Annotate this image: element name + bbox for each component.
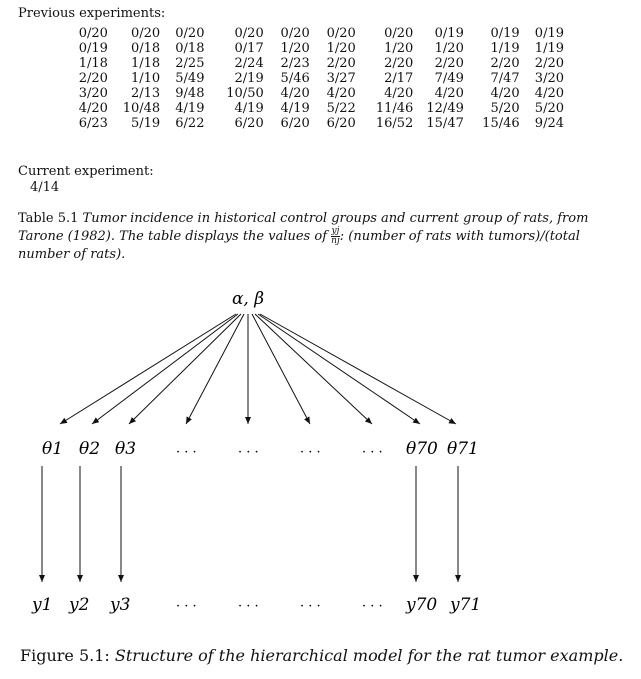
data-table [76,26,566,131]
alpha-beta-node: α, β [231,289,265,309]
table-cell: 1/20 [434,41,464,56]
table-cell: 6/23 [78,116,108,131]
y-ellipsis-3: · · · [300,599,321,614]
theta-2: θ2 [79,439,101,459]
table-row [76,116,566,131]
table-cell: 0/20 [280,26,310,41]
table-cell: 0/20 [384,26,414,41]
table-cell: 1/20 [280,41,310,56]
table-cell: 2/20 [534,56,564,71]
arrow-to-theta2 [92,314,238,424]
arrow-to-theta3 [129,314,241,424]
table-row [76,56,566,71]
table-cell: 2/24 [234,56,264,71]
arrow-to-theta70 [258,314,420,424]
table-cell: 1/19 [534,41,564,56]
table-cell: 6/20 [326,116,356,131]
table-cell: 0/18 [131,41,161,56]
fraction-denominator: nj [331,236,340,246]
table-cell: 15/47 [426,116,464,131]
table-cell: 9/24 [534,116,564,131]
arrow-to-ellipsis-3 [252,314,310,424]
table-cell: 2/25 [175,56,205,71]
y-ellipsis-2: · · · [238,599,259,614]
table-row [76,71,566,86]
table-cell: 0/19 [490,26,520,41]
table-cell: 6/22 [175,116,205,131]
theta-row [42,439,479,460]
table-cell: 4/19 [280,101,310,116]
table-cell: 4/20 [280,86,310,101]
table-cell: 5/49 [175,71,205,86]
hierarchical-model-diagram [0,280,641,620]
table-cell: 1/20 [384,41,414,56]
table-cell: 2/20 [326,56,356,71]
theta-ellipsis-1: · · · [176,445,197,460]
table-cell: 3/27 [326,71,356,86]
fraction-numerator: yj [331,226,340,236]
table-cell: 0/19 [534,26,564,41]
current-experiment-value: 4/14 [30,180,60,195]
y-ellipsis-1: · · · [176,599,197,614]
table-cell: 12/49 [426,101,464,116]
y-1: y1 [32,595,53,615]
table-cell: 5/22 [326,101,356,116]
table-caption-text-2: : (number of rats with tumors)/(total number of rats). [18,229,580,262]
table-cell: 3/20 [534,71,564,86]
y-ellipsis-4: · · · [362,599,383,614]
table-row [76,101,566,116]
table-cell: 0/17 [234,41,264,56]
tumor-incidence-table [76,26,566,131]
hyperprior-arrows [60,314,456,424]
theta-ellipsis-2: · · · [238,445,259,460]
table-cell: 4/20 [326,86,356,101]
table-cell: 7/49 [434,71,464,86]
table-cell: 0/20 [234,26,264,41]
table-cell: 7/47 [490,71,520,86]
table-caption-label: Table 5.1 [18,211,79,226]
figure-caption-text: Structure of the hierarchical model for the rat tumor example. [114,646,624,665]
theta-ellipsis-4: · · · [362,445,383,460]
table-cell: 5/46 [280,71,310,86]
theta-ellipsis-3: · · · [300,445,321,460]
y-2: y2 [69,595,90,615]
table-caption-text-1: Tumor incidence in historical control groups and current group of rats, from Tarone (1982). The table displays the values of [18,211,589,244]
y-3: y3 [110,595,131,615]
theta-1: θ1 [42,439,64,459]
theta-70: θ70 [406,439,438,459]
table-cell: 4/20 [534,86,564,101]
table-cell: 6/20 [280,116,310,131]
table-cell: 10/50 [226,86,264,101]
arrow-to-ellipsis-1 [186,314,244,424]
y-71: y71 [450,595,482,615]
y-70: y70 [406,595,438,615]
theta-71: θ71 [447,439,479,459]
arrow-to-theta71 [260,314,456,424]
table-row [76,26,566,41]
table-cell: 2/20 [384,56,414,71]
table-cell: 0/19 [434,26,464,41]
previous-experiments-label: Previous experiments: [18,6,166,21]
current-experiment-label: Current experiment: [18,164,154,179]
table-cell: 4/20 [490,86,520,101]
table-cell: 0/19 [78,41,108,56]
table-cell: 4/20 [434,86,464,101]
table-cell: 1/20 [326,41,356,56]
table-cell: 0/20 [175,26,205,41]
table-cell: 1/18 [131,56,161,71]
table-cell: 0/20 [326,26,356,41]
table-row [76,41,566,56]
table-cell: 5/19 [131,116,161,131]
table-cell: 2/23 [280,56,310,71]
table-cell: 1/18 [78,56,108,71]
table-cell: 3/20 [78,86,108,101]
table-cell: 16/52 [375,116,414,131]
table-cell: 1/19 [490,41,520,56]
arrow-to-theta1 [60,314,236,424]
table-cell: 2/20 [78,71,108,86]
table-cell: 1/10 [131,71,161,86]
table-cell: 9/48 [175,86,205,101]
table-caption [18,210,628,263]
figure-caption-label: Figure 5.1: [20,646,110,665]
table-cell: 0/20 [78,26,108,41]
likelihood-arrows [42,466,458,582]
table-cell: 2/20 [490,56,520,71]
table-cell: 15/46 [482,116,520,131]
table-cell: 5/20 [490,101,520,116]
fraction [331,227,340,246]
table-cell: 6/20 [234,116,264,131]
table-cell: 2/13 [131,86,161,101]
table-cell: 4/20 [78,101,108,116]
table-cell: 0/18 [175,41,205,56]
table-cell: 4/20 [384,86,414,101]
table-cell: 10/48 [122,101,161,116]
figure-caption [20,646,623,665]
table-row [76,86,566,101]
arrow-to-ellipsis-4 [255,314,372,424]
table-cell: 4/19 [175,101,205,116]
table-cell: 5/20 [534,101,564,116]
table-cell: 11/46 [375,101,414,116]
table-cell: 0/20 [131,26,161,41]
table-cell: 4/19 [234,101,264,116]
table-cell: 2/19 [234,71,264,86]
table-cell: 2/17 [384,71,414,86]
y-row [31,595,481,615]
theta-3: θ3 [115,439,137,459]
table-cell: 2/20 [434,56,464,71]
